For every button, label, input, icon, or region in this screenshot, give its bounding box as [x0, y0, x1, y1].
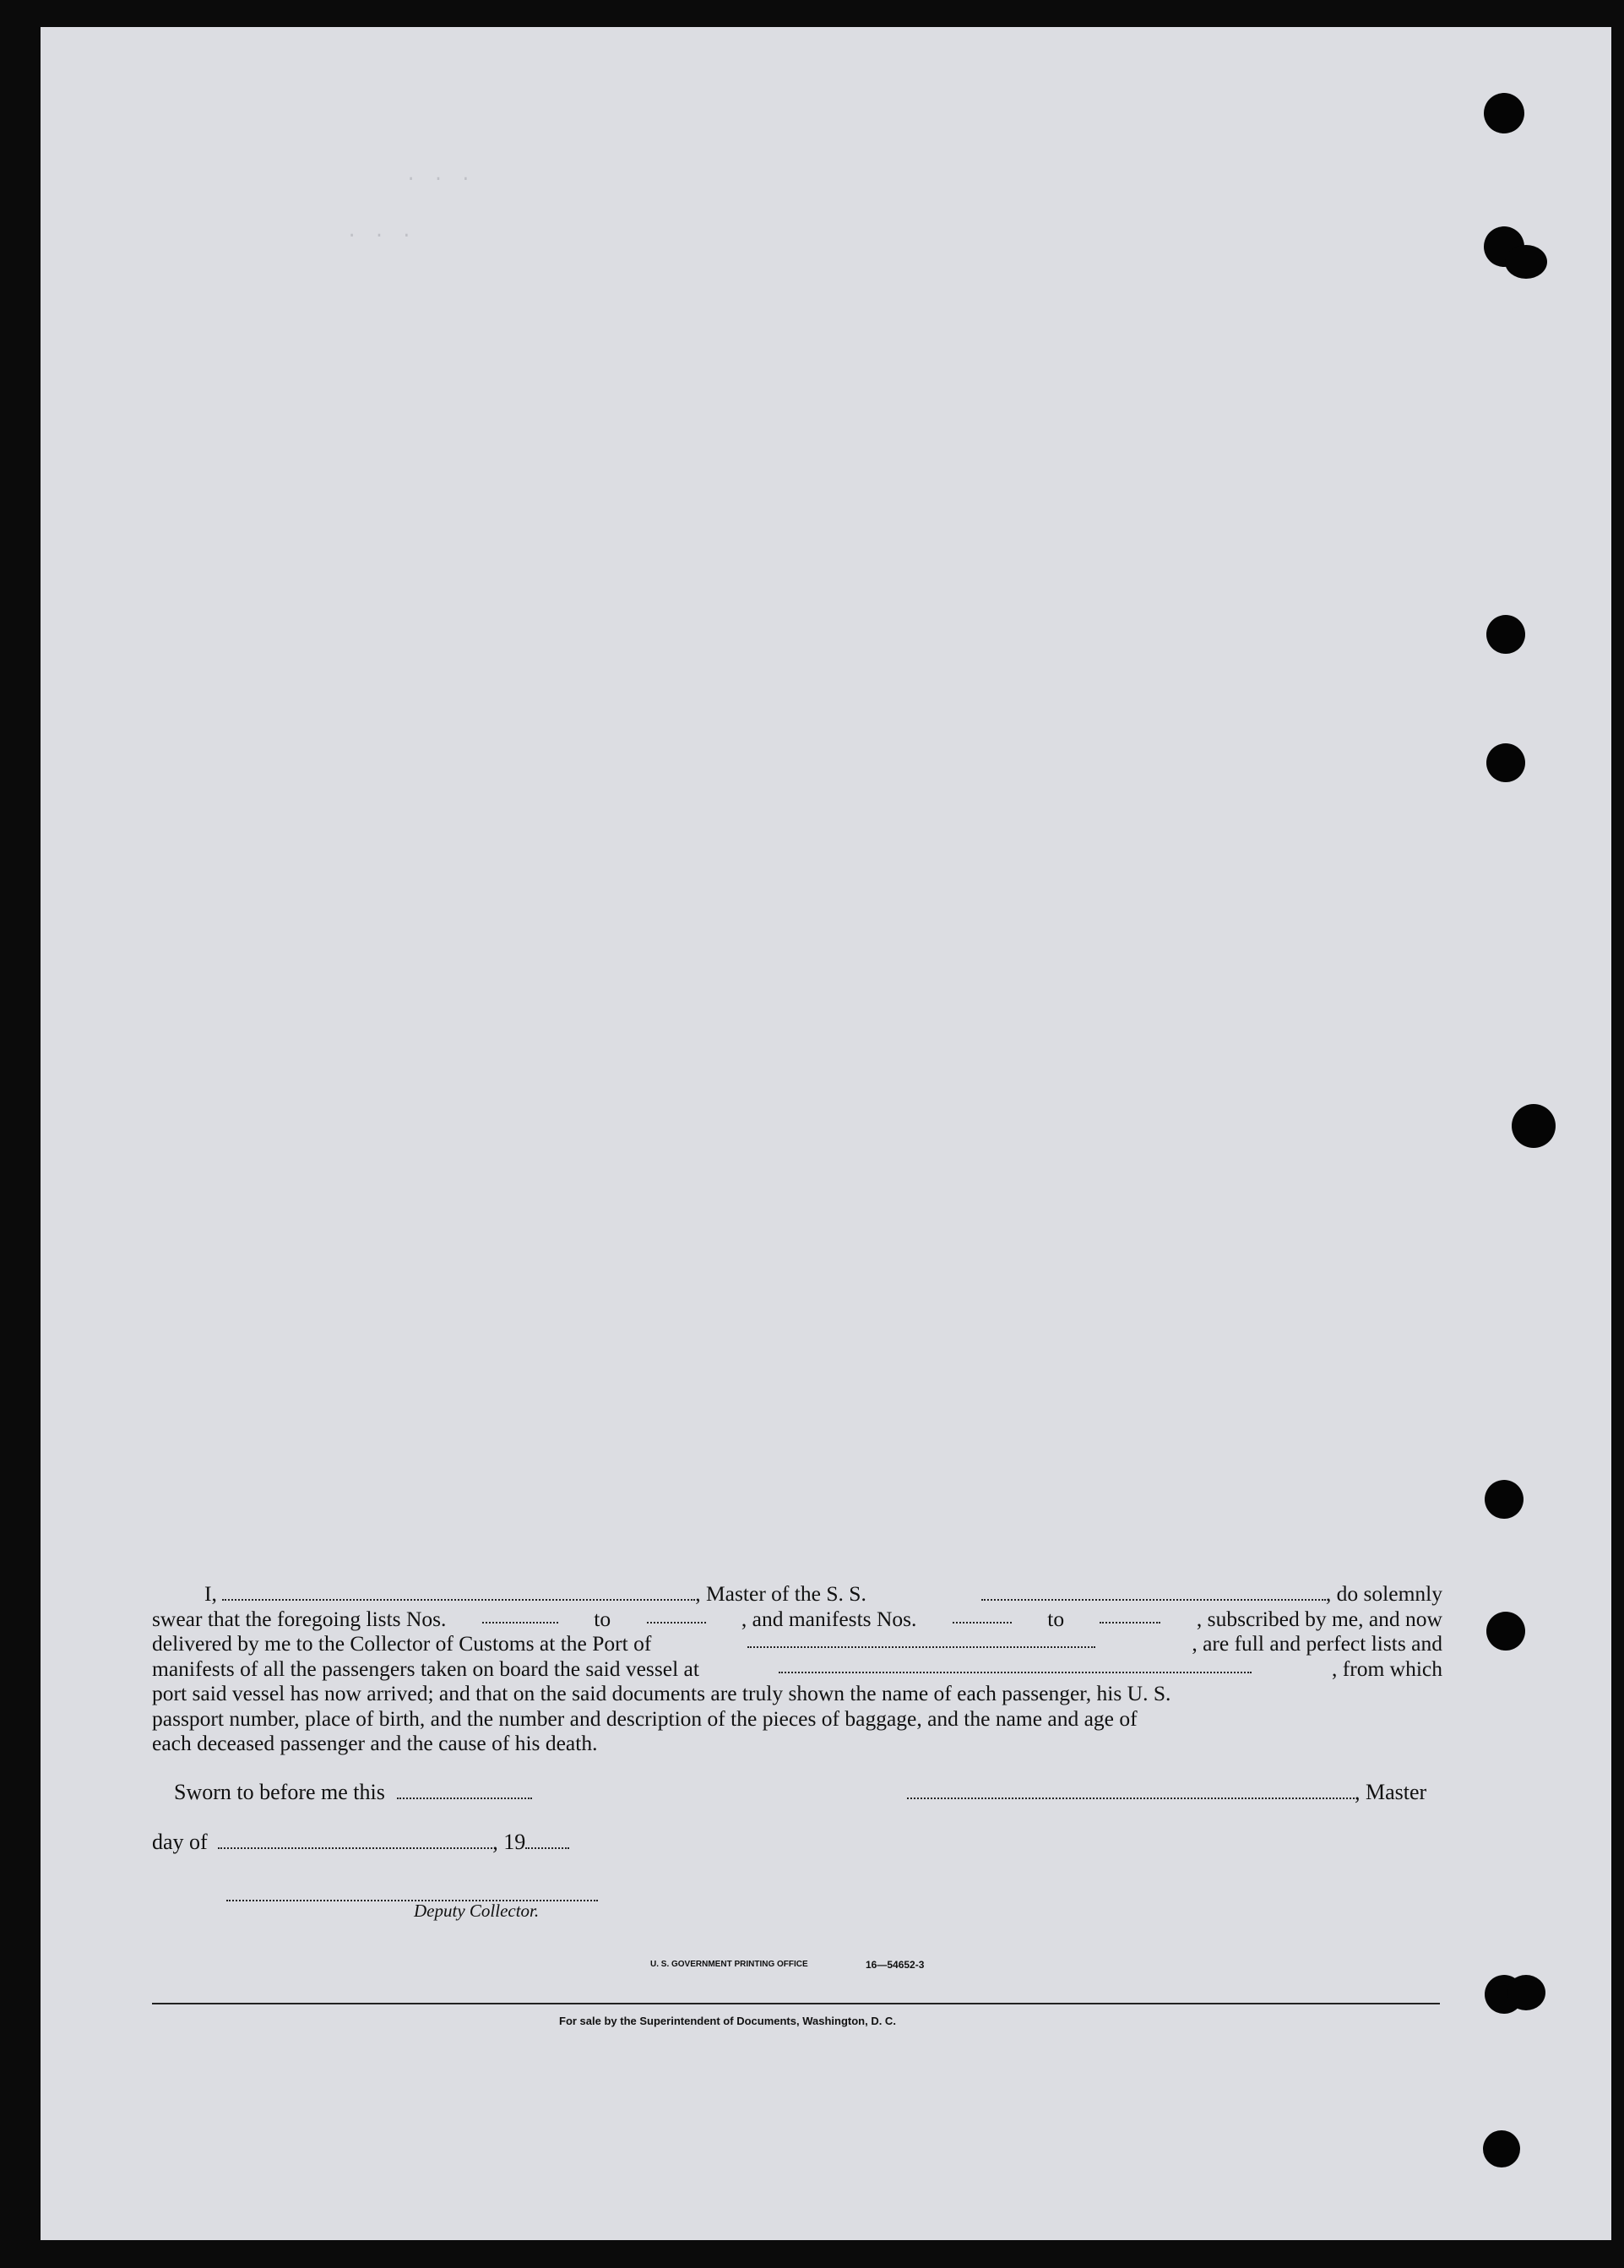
bleed-through-text: . . .	[346, 221, 416, 242]
list-from-blank[interactable]	[482, 1607, 558, 1623]
month-blank[interactable]	[218, 1832, 492, 1849]
binder-hole	[1512, 1104, 1556, 1148]
deputy-signature-row	[226, 1882, 598, 1907]
binder-hole	[1486, 743, 1525, 782]
list-to-blank[interactable]	[647, 1607, 706, 1623]
oath-line-2: swear that the foregoing lists Nos. to , and manifests Nos. to , subscribed by me, and now	[152, 1606, 1442, 1631]
document-page	[41, 27, 1611, 2240]
date-row: day of , 19	[152, 1830, 569, 1855]
binder-hole	[1507, 1975, 1545, 2010]
year-blank[interactable]	[525, 1832, 569, 1849]
oath-line-5: port said vessel has now arrived; and that on the said documents are truly shown the name of each passenger, his U. S.	[152, 1681, 1171, 1705]
sale-note: For sale by the Superintendent of Documents, Washington, D. C.	[559, 2015, 896, 2027]
port-blank[interactable]	[747, 1631, 1095, 1648]
master-signature-row: , Master	[907, 1780, 1426, 1805]
footer-rule	[152, 2003, 1440, 2004]
manifest-from-blank[interactable]	[953, 1607, 1012, 1623]
binder-hole	[1486, 1612, 1525, 1651]
master-oath	[152, 1581, 1442, 1756]
master-signature-blank[interactable]	[907, 1782, 1355, 1799]
deputy-signature-blank[interactable]	[226, 1885, 598, 1901]
vessel-name-blank[interactable]	[981, 1584, 1326, 1601]
bleed-through-text: . . .	[405, 165, 475, 186]
binder-hole	[1505, 245, 1547, 279]
binder-hole	[1484, 93, 1524, 133]
departure-port-blank[interactable]	[779, 1656, 1252, 1673]
oath-line-3: delivered by me to the Collector of Customs at the Port of , are full and perfect lists and	[152, 1631, 1442, 1656]
oath-line-7: each deceased passenger and the cause of his death.	[152, 1731, 598, 1755]
deputy-collector-label: Deputy Collector.	[414, 1901, 540, 1921]
printer-imprint: U. S. GOVERNMENT PRINTING OFFICE	[650, 1960, 808, 1969]
sworn-day-blank[interactable]	[397, 1782, 532, 1799]
form-number: 16—54652-3	[866, 1959, 925, 1971]
oath-line-4: manifests of all the passengers taken on board the said vessel at , from which	[152, 1656, 1442, 1681]
binder-hole	[1486, 615, 1525, 654]
sworn-row: Sworn to before me this	[174, 1780, 532, 1805]
manifest-to-blank[interactable]	[1100, 1607, 1160, 1623]
binder-hole	[1483, 2130, 1520, 2167]
binder-hole	[1485, 1480, 1524, 1519]
master-name-blank[interactable]	[222, 1584, 695, 1601]
oath-line-6: passport number, place of birth, and the number and description of the pieces of baggage, and the name and age of	[152, 1705, 1138, 1731]
oath-line-1: I, , Master of the S. S. , do solemnly	[204, 1581, 1442, 1606]
